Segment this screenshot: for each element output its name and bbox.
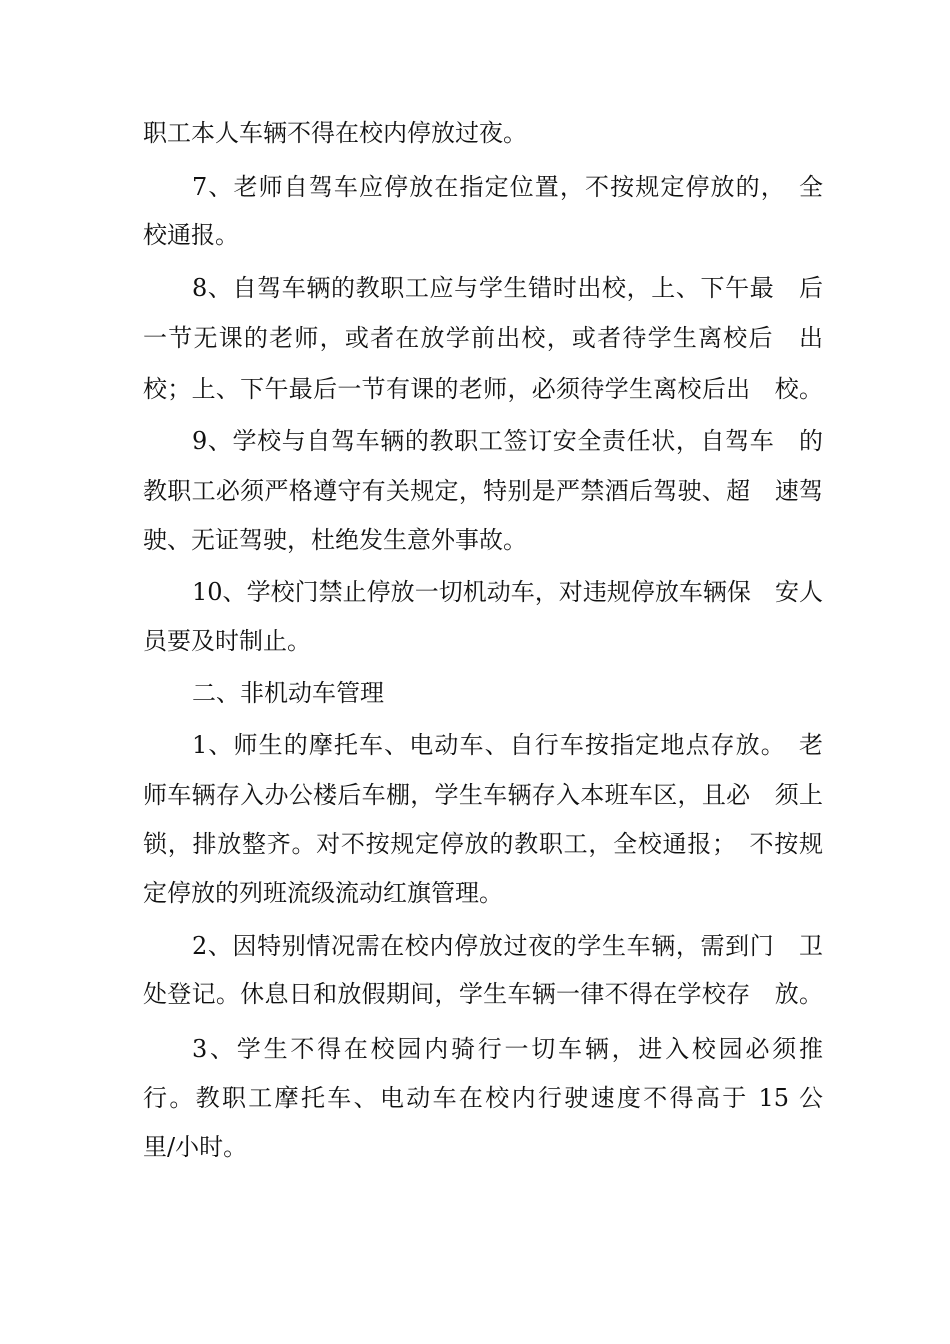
text-line: 2、因特别情况需在校内停放过夜的学生车辆，需到门 卫 xyxy=(192,932,823,960)
text-line: 10、学校门禁止停放一切机动车，对违规停放车辆保 安人 xyxy=(192,578,823,606)
text-line: 处登记。休息日和放假期间，学生车辆一律不得在学校存 放。 xyxy=(143,980,823,1008)
text-line: 3、学生不得在校园内骑行一切车辆，进入校园必须推 xyxy=(192,1035,823,1063)
text-line: 员要及时制止。 xyxy=(143,627,311,655)
text-line: 教职工必须严格遵守有关规定，特别是严禁酒后驾驶、超 速驾 xyxy=(143,477,823,505)
text-line: 8、自驾车辆的教职工应与学生错时出校，上、下午最 后 xyxy=(192,274,823,302)
text-line: 1、师生的摩托车、电动车、自行车按指定地点存放。 老 xyxy=(192,731,823,759)
text-line: 驶、无证驾驶，杜绝发生意外事故。 xyxy=(143,526,527,554)
text-line: 行。教职工摩托车、电动车在校内行驶速度不得高于 15 公 xyxy=(143,1084,823,1112)
text-line: 校；上、下午最后一节有课的老师，必须待学生离校后出 校。 xyxy=(143,375,823,403)
text-line: 定停放的列班流级流动红旗管理。 xyxy=(143,879,503,907)
text-line: 7、老师自驾车应停放在指定位置，不按规定停放的， 全 xyxy=(192,173,823,201)
text-line: 一节无课的老师，或者在放学前出校，或者待学生离校后 出 xyxy=(143,324,823,352)
text-line: 师车辆存入办公楼后车棚，学生车辆存入本班车区，且必 须上 xyxy=(143,781,823,809)
section-heading: 二、非机动车管理 xyxy=(192,679,384,707)
text-line: 校通报。 xyxy=(143,221,239,249)
text-line: 锁，排放整齐。对不按规定停放的教职工，全校通报； 不按规 xyxy=(143,830,823,858)
text-line: 里/小时。 xyxy=(143,1133,248,1161)
text-line: 职工本人车辆不得在校内停放过夜。 xyxy=(143,119,527,147)
text-line: 9、学校与自驾车辆的教职工签订安全责任状，自驾车 的 xyxy=(192,427,823,455)
